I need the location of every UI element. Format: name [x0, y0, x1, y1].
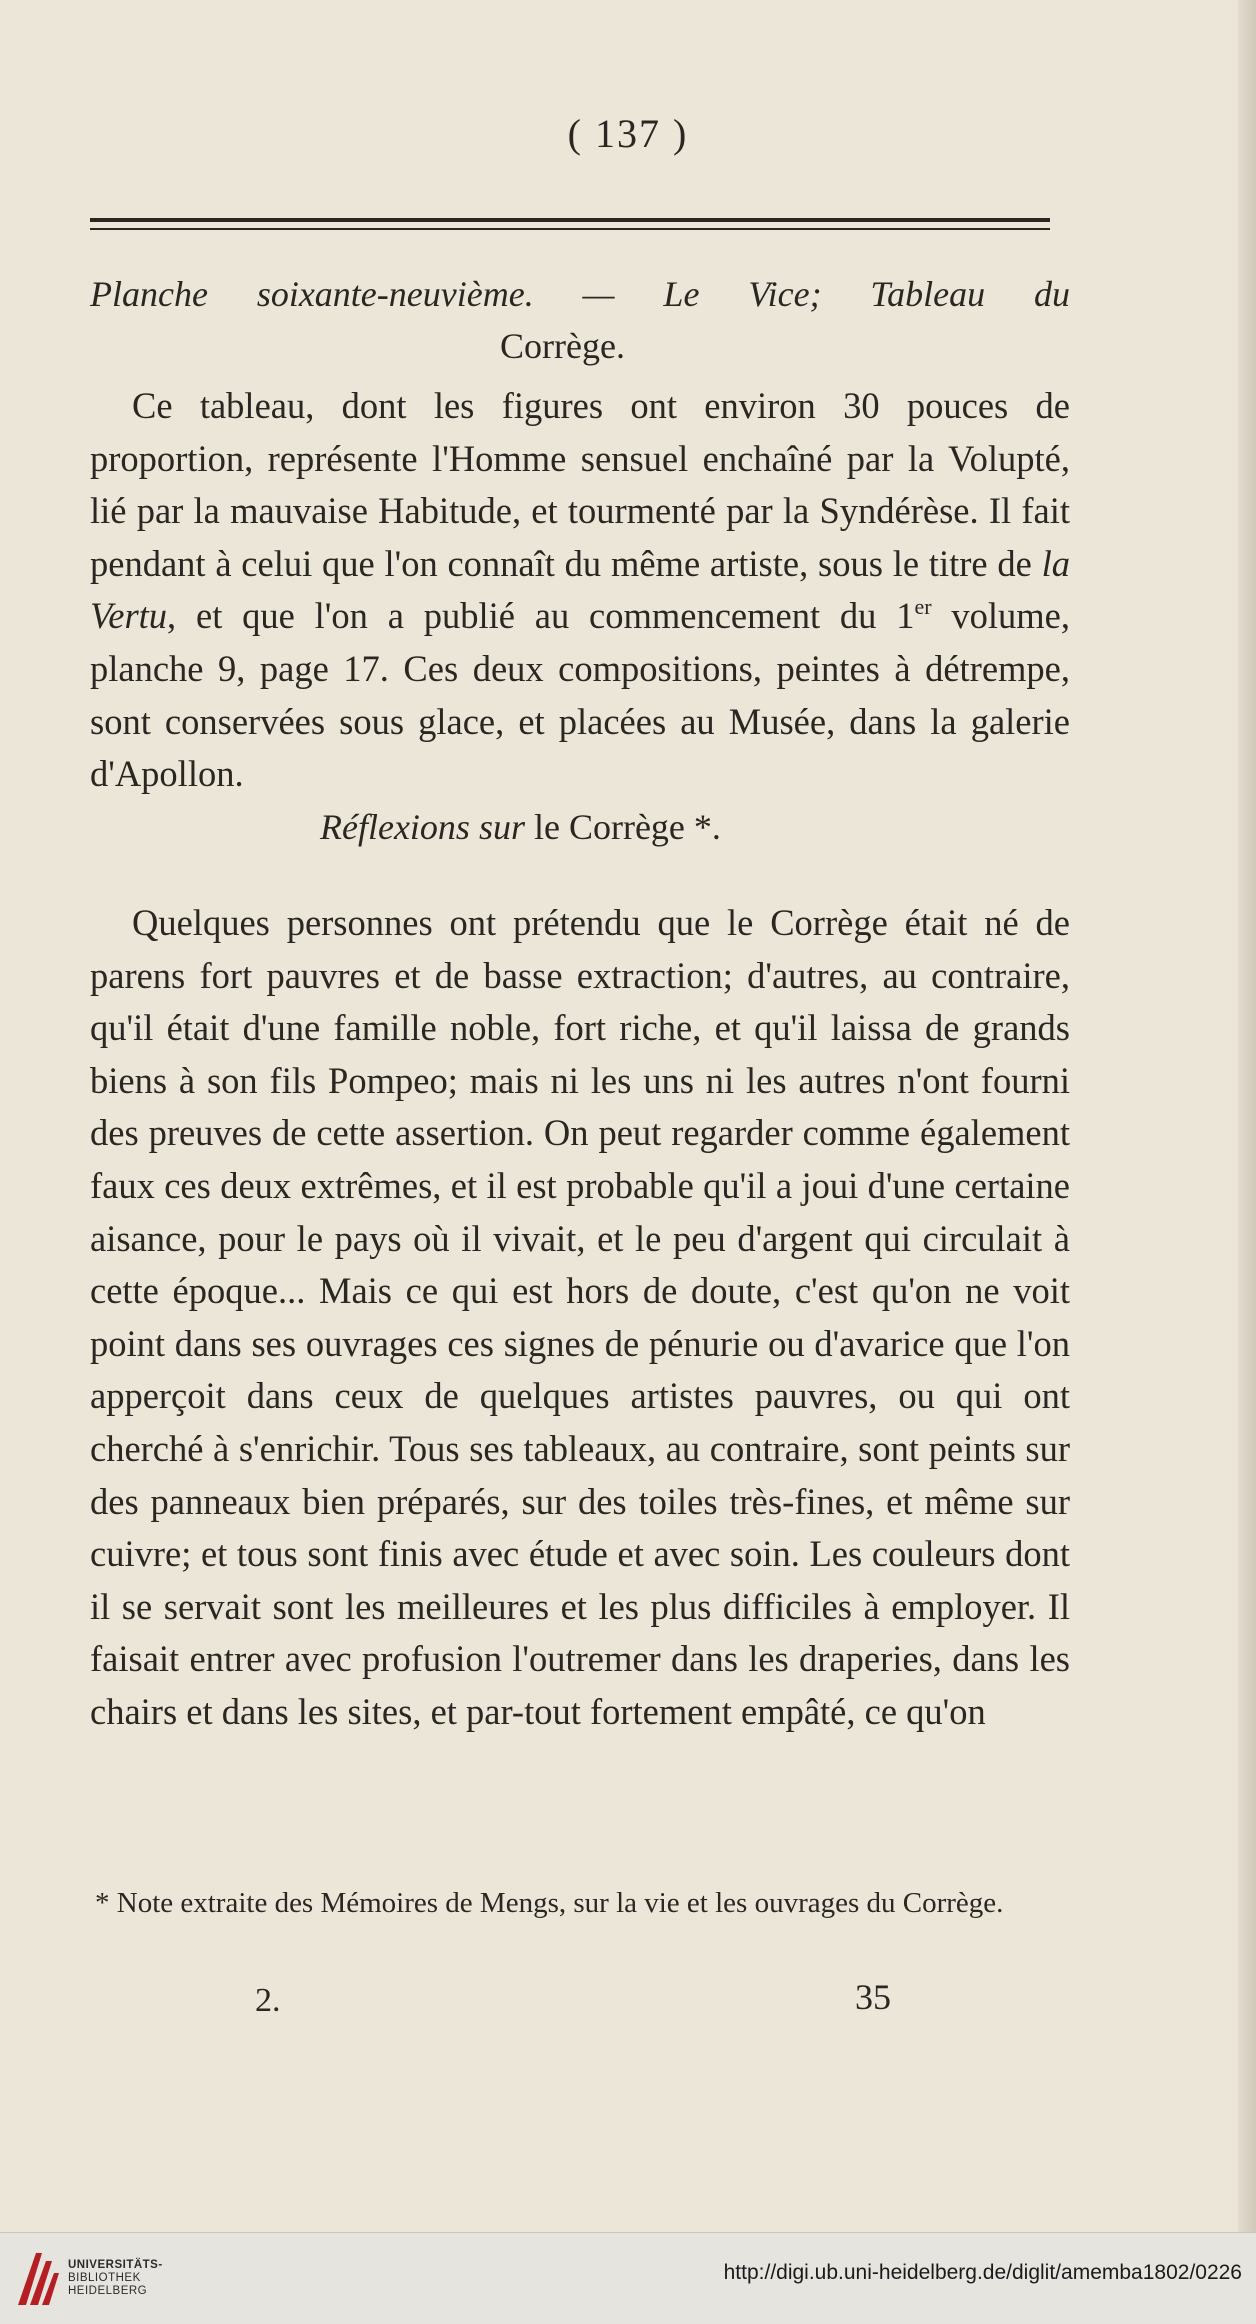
footnote: * Note extraite des Mémoires de Mengs, sur la vie et les ouvrages du Corrège.: [95, 1887, 1004, 1919]
university-logo-icon: [14, 2247, 60, 2309]
header-rule-thin: [90, 228, 1050, 230]
logo-line-2: BIBLIOTHEK: [68, 2272, 141, 2284]
header-rule-thick: [90, 218, 1050, 222]
description-text-2: , et que l'on a publié au commencement du 1: [167, 595, 915, 637]
reflections-paragraph: Quelques personnes ont prétendu que le Corrège était né de parens fort pauvres et de basse extraction; d'autres, au contraire, qu'il était d'une famille noble, fort riche, et qu'il laissa de grands biens à son fils Pompeo; mais ni les uns ni les autres n'ont fourni des preuves de cette assertion. On peut regarder comme également faux ces deux extrêmes, et il est probable qu'il a joui d'une certaine aisance, pour le pays où il vivait, et le peu d'argent qui circulait à cette époque... Mais ce qui est hors de doute, c'est qu'on ne voit point dans ses ouvrages ces signes de pénurie ou d'avarice que l'on apperçoit dans ceux de quelques artistes pauvres, ou qui ont cherché à s'enrichir. Tous ses tableaux, au contraire, sont peints sur des panneaux bien préparés, sur des toiles très-fines, et même sur cuivre; et tous sont finis avec étude et avec soin. Les couleurs dont il se servait sont les meilleures et les plus difficiles à employer. Il faisait entrer avec profusion l'outremer dans les draperies, dans les chairs et dans les sites, et par-tout fortement empâté, ce qu'on: [90, 902, 1070, 1732]
logo-line-1: UNIVERSITÄTS-: [68, 2259, 163, 2271]
sheet-number: 35: [855, 1977, 891, 2017]
description-italic-title: la Vertu: [90, 542, 1070, 637]
page-header-number: ( 137 ): [567, 111, 689, 156]
plate-title-line1: Planche soixante-neuvième. — Le Vice; Tableau du: [90, 274, 1070, 314]
permalink-url[interactable]: http://digi.ub.uni-heidelberg.de/diglit/amemba1802/0226: [723, 2261, 1242, 2284]
section-subheading: [90, 801, 1070, 853]
superscript-er: er: [914, 594, 932, 620]
subheading-rest: le Corrège *.: [524, 806, 721, 847]
description-text-1: Ce tableau, dont les figures ont environ 30 pouces de proportion, représente l'Homme sensuel enchaîné par la Volupté, lié par la mauvaise Habitude, et tourmenté par la Syndérèse. Il fait pendant à celui que l'on connaît du même artiste, sous le titre de: [90, 385, 1070, 584]
page-edge: [1238, 0, 1256, 2232]
description-paragraph: [90, 380, 1070, 801]
plate-title: [90, 268, 1070, 372]
description-text-3: volume, planche 9, page 17. Ces deux compositions, peintes à détrempe, sont conservées sous glace, et placées au Musée, dans la galerie d'Apollon.: [90, 595, 1071, 795]
logo-line-3: HEIDELBERG: [68, 2285, 148, 2297]
viewer-footer: [0, 2232, 1256, 2324]
subheading-italic: Réflexions sur: [320, 806, 525, 847]
reflections-block: [90, 897, 1070, 1739]
university-logo-text: [68, 2259, 163, 2298]
signature-mark: 2.: [255, 1982, 281, 2019]
plate-title-line2: Corrège.: [500, 326, 625, 366]
description-block: [90, 380, 1070, 853]
